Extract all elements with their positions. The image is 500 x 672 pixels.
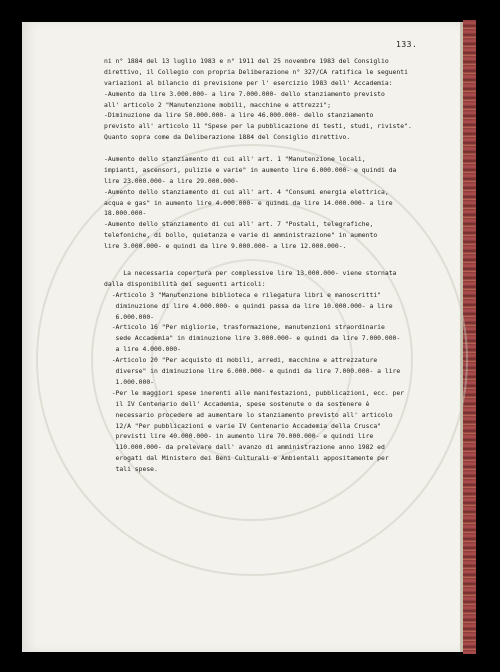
text-line: -Per le maggiori spese inerenti alle manifestazioni, pubblicazioni, ecc. per (104, 388, 405, 397)
paragraph-variazioni (104, 56, 412, 143)
text-line: 18.000.000- (104, 209, 147, 218)
text-line: -Aumento da lire 3.000.000- a lire 7.000.000- dello stanziamento previsto (104, 89, 385, 98)
text-line: erogati dal Ministero dei Beni Culturali e Ambientali appositamente per (104, 454, 389, 463)
text-line: direttivo, il Collegio con propria Deliberazione n° 327/CA ratifica le seguenti (104, 67, 408, 76)
paragraph-copertura (104, 268, 404, 475)
paragraph-aumenti (104, 154, 404, 252)
text-line: -Aumento dello stanziamento di cui all' art. 7 "Postali, telegrafiche, (104, 220, 374, 229)
text-line: sede Accademia" in diminuzione lire 3.000.000- e quindi da lire 7.000.000- (104, 334, 401, 343)
paragraph-spacer (104, 252, 404, 268)
text-line: 6.000.000- (104, 312, 155, 321)
text-line: il IV Centenario dell' Accademia, spese sostenute o da sostenere è (104, 399, 370, 408)
text-line: diminuzione di lire 4.000.000- e quindi passa da lire 10.000.000- a lire (104, 301, 393, 310)
letter-body (104, 56, 412, 475)
text-line: impianti, ascensori, pulizie e varie" in aumento lire 6.000.000- e quindi da (104, 165, 397, 174)
text-line: 1.000.000- (104, 377, 155, 386)
text-line: -Articolo 20 "Per acquisto di mobili, arredi, macchine e attrezzature (104, 356, 378, 365)
text-line: La necessaria copertura per complessive lire 13.000.000- viene stornata (104, 269, 397, 278)
text-line: lire 3.000.000- e quindi da lire 9.000.000- a lire 12.000.000-. (104, 242, 347, 251)
text-line: -Articolo 16 "Per migliorie, trasformazione, manutenzioni straordinarie (104, 323, 385, 332)
text-line: lire 23.000.000- a lire 29.000.000- (104, 176, 239, 185)
text-line: dalla disponibilità dei seguenti articoli: (104, 279, 266, 288)
text-line: 12/A "Per pubblicazioni e varie IV Centenario Accademia della Crusca" (104, 421, 382, 430)
text-line: acqua e gas" in aumento lire 4.000.000- e quindi da lire 14.000.000- a lire (104, 198, 393, 207)
text-line: tali spese. (104, 465, 158, 474)
text-line: -Diminuzione da lire 50.000.000- a lire 46.000.000- dello stanziamento (104, 111, 374, 120)
text-line: -Aumento dello stanziamento di cui all' art. 1 "Manutenzione locali, (104, 155, 366, 164)
book-cover-edge (463, 20, 476, 654)
text-line: Quanto sopra come da Deliberazione 1884 del Consiglio direttivo. (104, 133, 351, 142)
page-number: 133. (396, 40, 418, 49)
text-line: necessario procedere ad aumentare lo stanziamento previsto all' articolo (104, 410, 393, 419)
text-line: a lire 4.000.000- (104, 345, 181, 354)
text-line: all' articolo 2 "Manutenzione mobili, macchine e attrezzi"; (104, 100, 332, 109)
text-line: variazioni al bilancio di previsione per l' esercizio 1983 dell' Accademia: (104, 78, 393, 87)
text-line: -Articolo 3 "Manutenzione biblioteca e rilegatura libri e manoscritti" (104, 290, 382, 299)
text-line: telefoniche, di bollo, quietanza e varie di amministrazione" in aumento (104, 231, 378, 240)
text-line: previsti lire 40.000.000- in aumento lire 70.000.000- e quindi lire (104, 432, 374, 441)
text-line: -Aumento dello stanziamento di cui all' art. 4 "Consumi energia elettrica, (104, 187, 389, 196)
text-line: previsto all' articolo 11 "Spese per la pubblicazione di testi, studi, riviste". (104, 122, 412, 131)
text-line: 110.000.000- da prelevare dall' avanzo di amministrazione anno 1982 ed (104, 443, 385, 452)
paragraph-spacer (104, 143, 404, 154)
text-line: diverse" in diminuzione lire 6.000.000- e quindi da lire 7.000.000- a lire (104, 367, 401, 376)
text-line: ni n° 1884 del 13 luglio 1983 e n° 1911 del 25 novembre 1983 del Consiglio (104, 57, 389, 65)
